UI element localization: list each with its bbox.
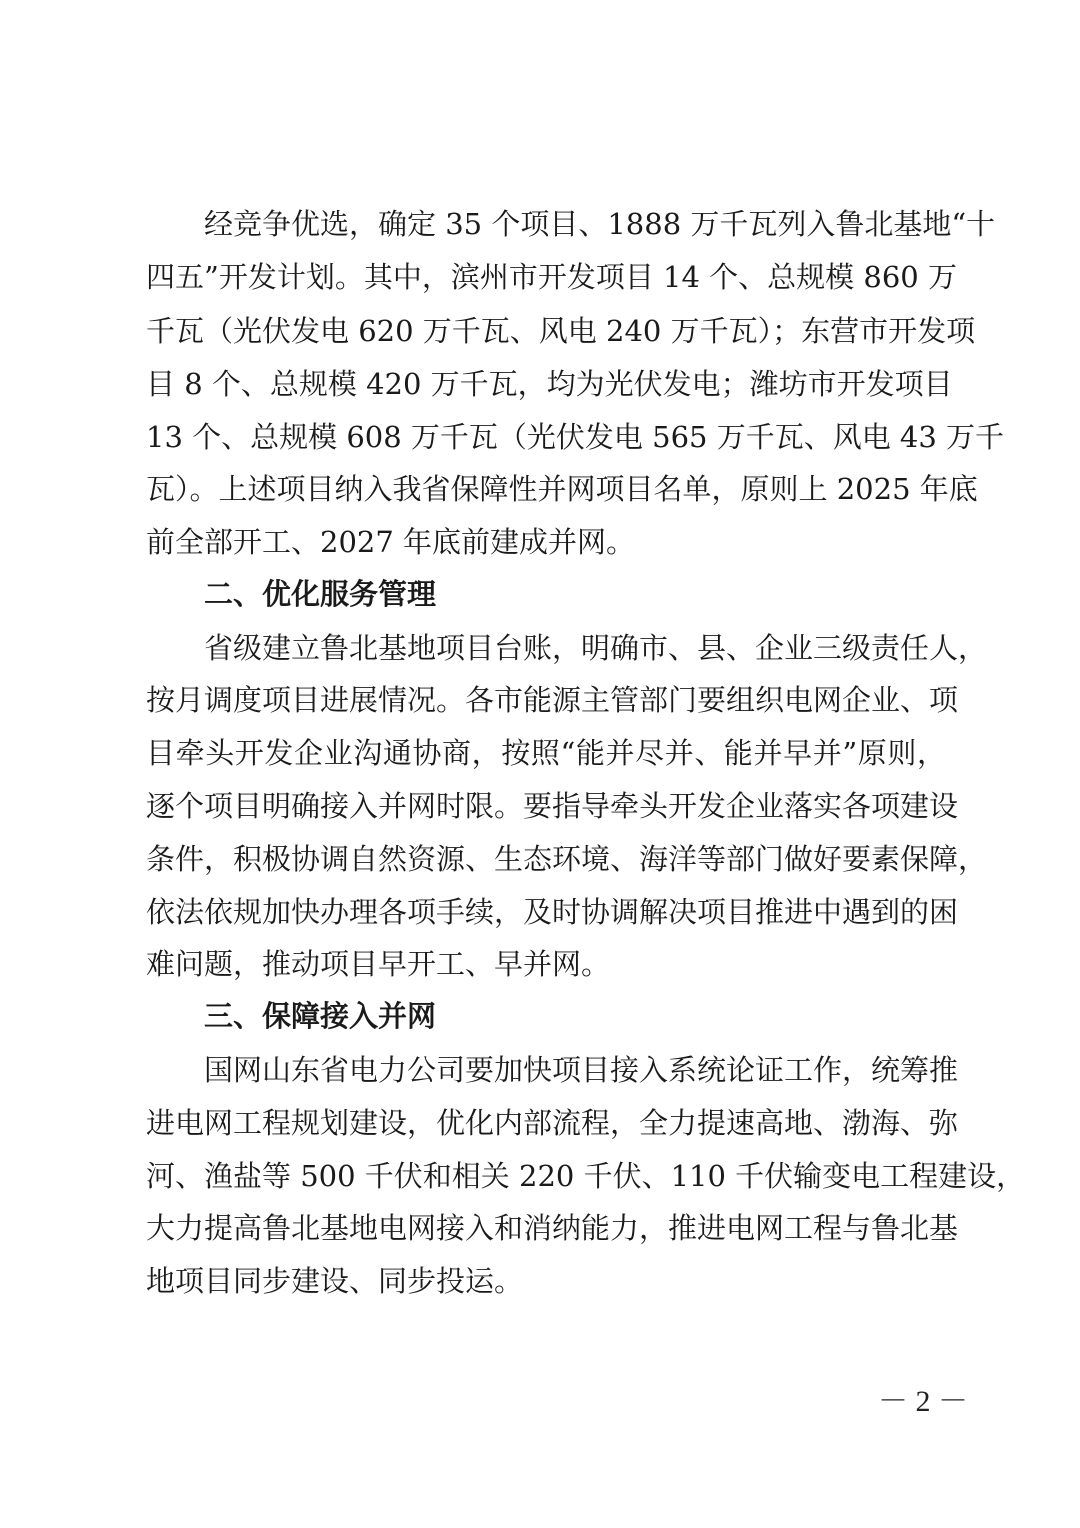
text-line: 千瓦（光伏发电 620 万千瓦、风电 240 万千瓦）；东营市开发项 [146, 314, 976, 348]
text-line: 难问题，推动项目早开工、早并网。 [146, 947, 611, 981]
text-line: 目 8 个、总规模 420 万千瓦，均为光伏发电；潍坊市开发项目 [146, 367, 953, 401]
text-line: 地项目同步建设、同步投运。 [146, 1264, 524, 1298]
text-line: 国网山东省电力公司要加快项目接入系统论证工作，统筹推 [204, 1053, 959, 1087]
section-heading-2: 二、优化服务管理 [204, 577, 437, 611]
text-line: 逐个项目明确接入并网时限。要指导牵头开发企业落实各项建设 [146, 789, 959, 823]
text-line: 四五”开发计划。其中，滨州市开发项目 14 个、总规模 860 万 [146, 260, 957, 294]
text-line: 依法依规加快办理各项手续，及时协调解决项目推进中遇到的困 [146, 895, 959, 929]
text-line: 前全部开工、2027 年底前建成并网。 [146, 525, 636, 559]
text-line: 省级建立鲁北基地项目台账，明确市、县、企业三级责任人， [204, 631, 988, 665]
text-line: 13 个、总规模 608 万千瓦（光伏发电 565 万千瓦、风电 43 万千 [146, 420, 1005, 454]
section-heading-3: 三、保障接入并网 [204, 999, 437, 1033]
page-number: － 2 － [878, 1385, 968, 1418]
text-line: 瓦）。上述项目纳入我省保障性并网项目名单，原则上 2025 年底 [146, 472, 978, 506]
text-line: 按月调度项目进展情况。各市能源主管部门要组织电网企业、项 [146, 683, 959, 717]
text-line: 河、渔盐等 500 千伏和相关 220 千伏、110 千伏输变电工程建设， [146, 1159, 1026, 1193]
text-line: 条件，积极协调自然资源、生态环境、海洋等部门做好要素保障， [146, 842, 988, 876]
text-line: 经竞争优选，确定 35 个项目、1888 万千瓦列入鲁北基地“十 [204, 207, 996, 241]
text-line: 目牵头开发企业沟通协商，按照“能并尽并、能并早并”原则， [146, 736, 946, 770]
text-line: 进电网工程规划建设，优化内部流程，全力提速高地、渤海、弥 [146, 1106, 959, 1140]
text-line: 大力提高鲁北基地电网接入和消纳能力，推进电网工程与鲁北基 [146, 1211, 959, 1245]
